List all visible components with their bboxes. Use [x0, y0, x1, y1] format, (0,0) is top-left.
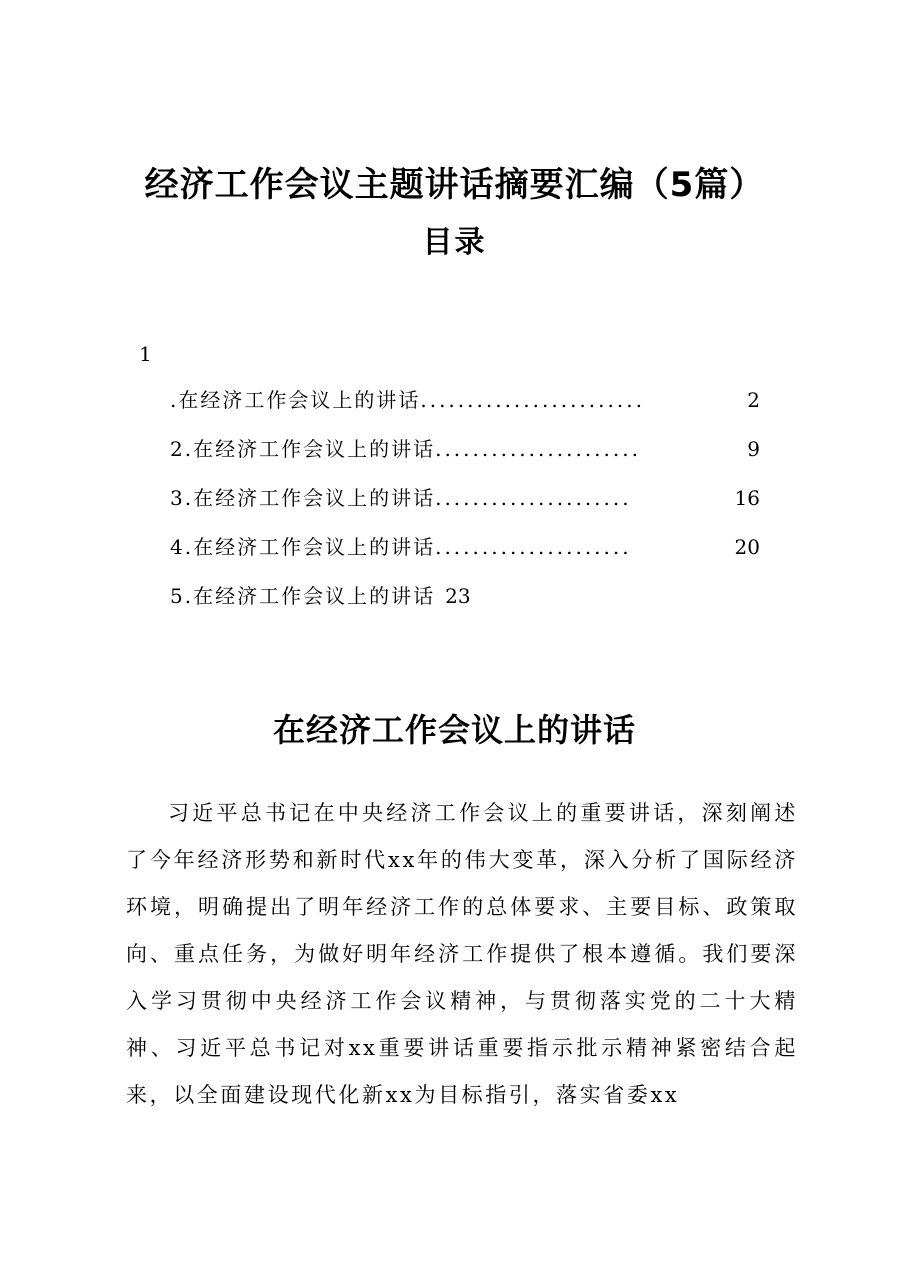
toc-item-text: 3.在经济工作会议上的讲话 — [170, 486, 436, 510]
toc-page-number: 20 — [734, 535, 760, 559]
toc-item[interactable] — [170, 480, 760, 529]
toc-leader-dots: ........................ — [420, 388, 645, 412]
toc-heading: 目录 — [422, 225, 487, 260]
toc-leader-dots: ..................... — [435, 486, 632, 510]
toc-item[interactable] — [170, 431, 760, 480]
toc-item-text: 2.在经济工作会议上的讲话 — [170, 437, 436, 461]
toc-item-text: 4.在经济工作会议上的讲话 — [170, 535, 436, 559]
toc-item[interactable] — [170, 382, 760, 431]
table-of-contents — [170, 382, 760, 627]
toc-leader-dots: ...................... — [435, 437, 641, 461]
document-title: 经济工作会议主题讲话摘要汇编（5篇） — [144, 165, 765, 205]
toc-lead-number: 1 — [139, 342, 152, 366]
toc-page-number: 16 — [734, 486, 760, 510]
toc-page-number: 2 — [747, 388, 760, 412]
body-paragraph: 习近平总书记在中央经济工作会议上的重要讲话，深刻阐述了今年经济形势和新时代xx年的伟大变革，深入分析了国际经济环境，明确提出了明年经济工作的总体要求、主要目标、政策取向、重点任务，为做好明年经济工作提供了根本遵循。我们要深入学习贯彻中央经济工作会议精神，与贯彻落实党的二十大精神、习近平总书记对xx重要讲话重要指示批示精神紧密结合起来，以全面建设现代化新xx为目标指引，落实省委xx — [126, 801, 798, 1107]
toc-item-text: .在经济工作会议上的讲话 — [170, 388, 421, 412]
toc-item[interactable] — [170, 529, 760, 578]
toc-item[interactable] — [170, 578, 760, 627]
section-title: 在经济工作会议上的讲话 — [272, 711, 636, 749]
toc-page-number: 23 — [445, 584, 471, 608]
toc-page-number: 9 — [747, 437, 760, 461]
toc-item-text: 5.在经济工作会议上的讲话 — [170, 584, 436, 608]
toc-leader-dots: ..................... — [435, 535, 632, 559]
